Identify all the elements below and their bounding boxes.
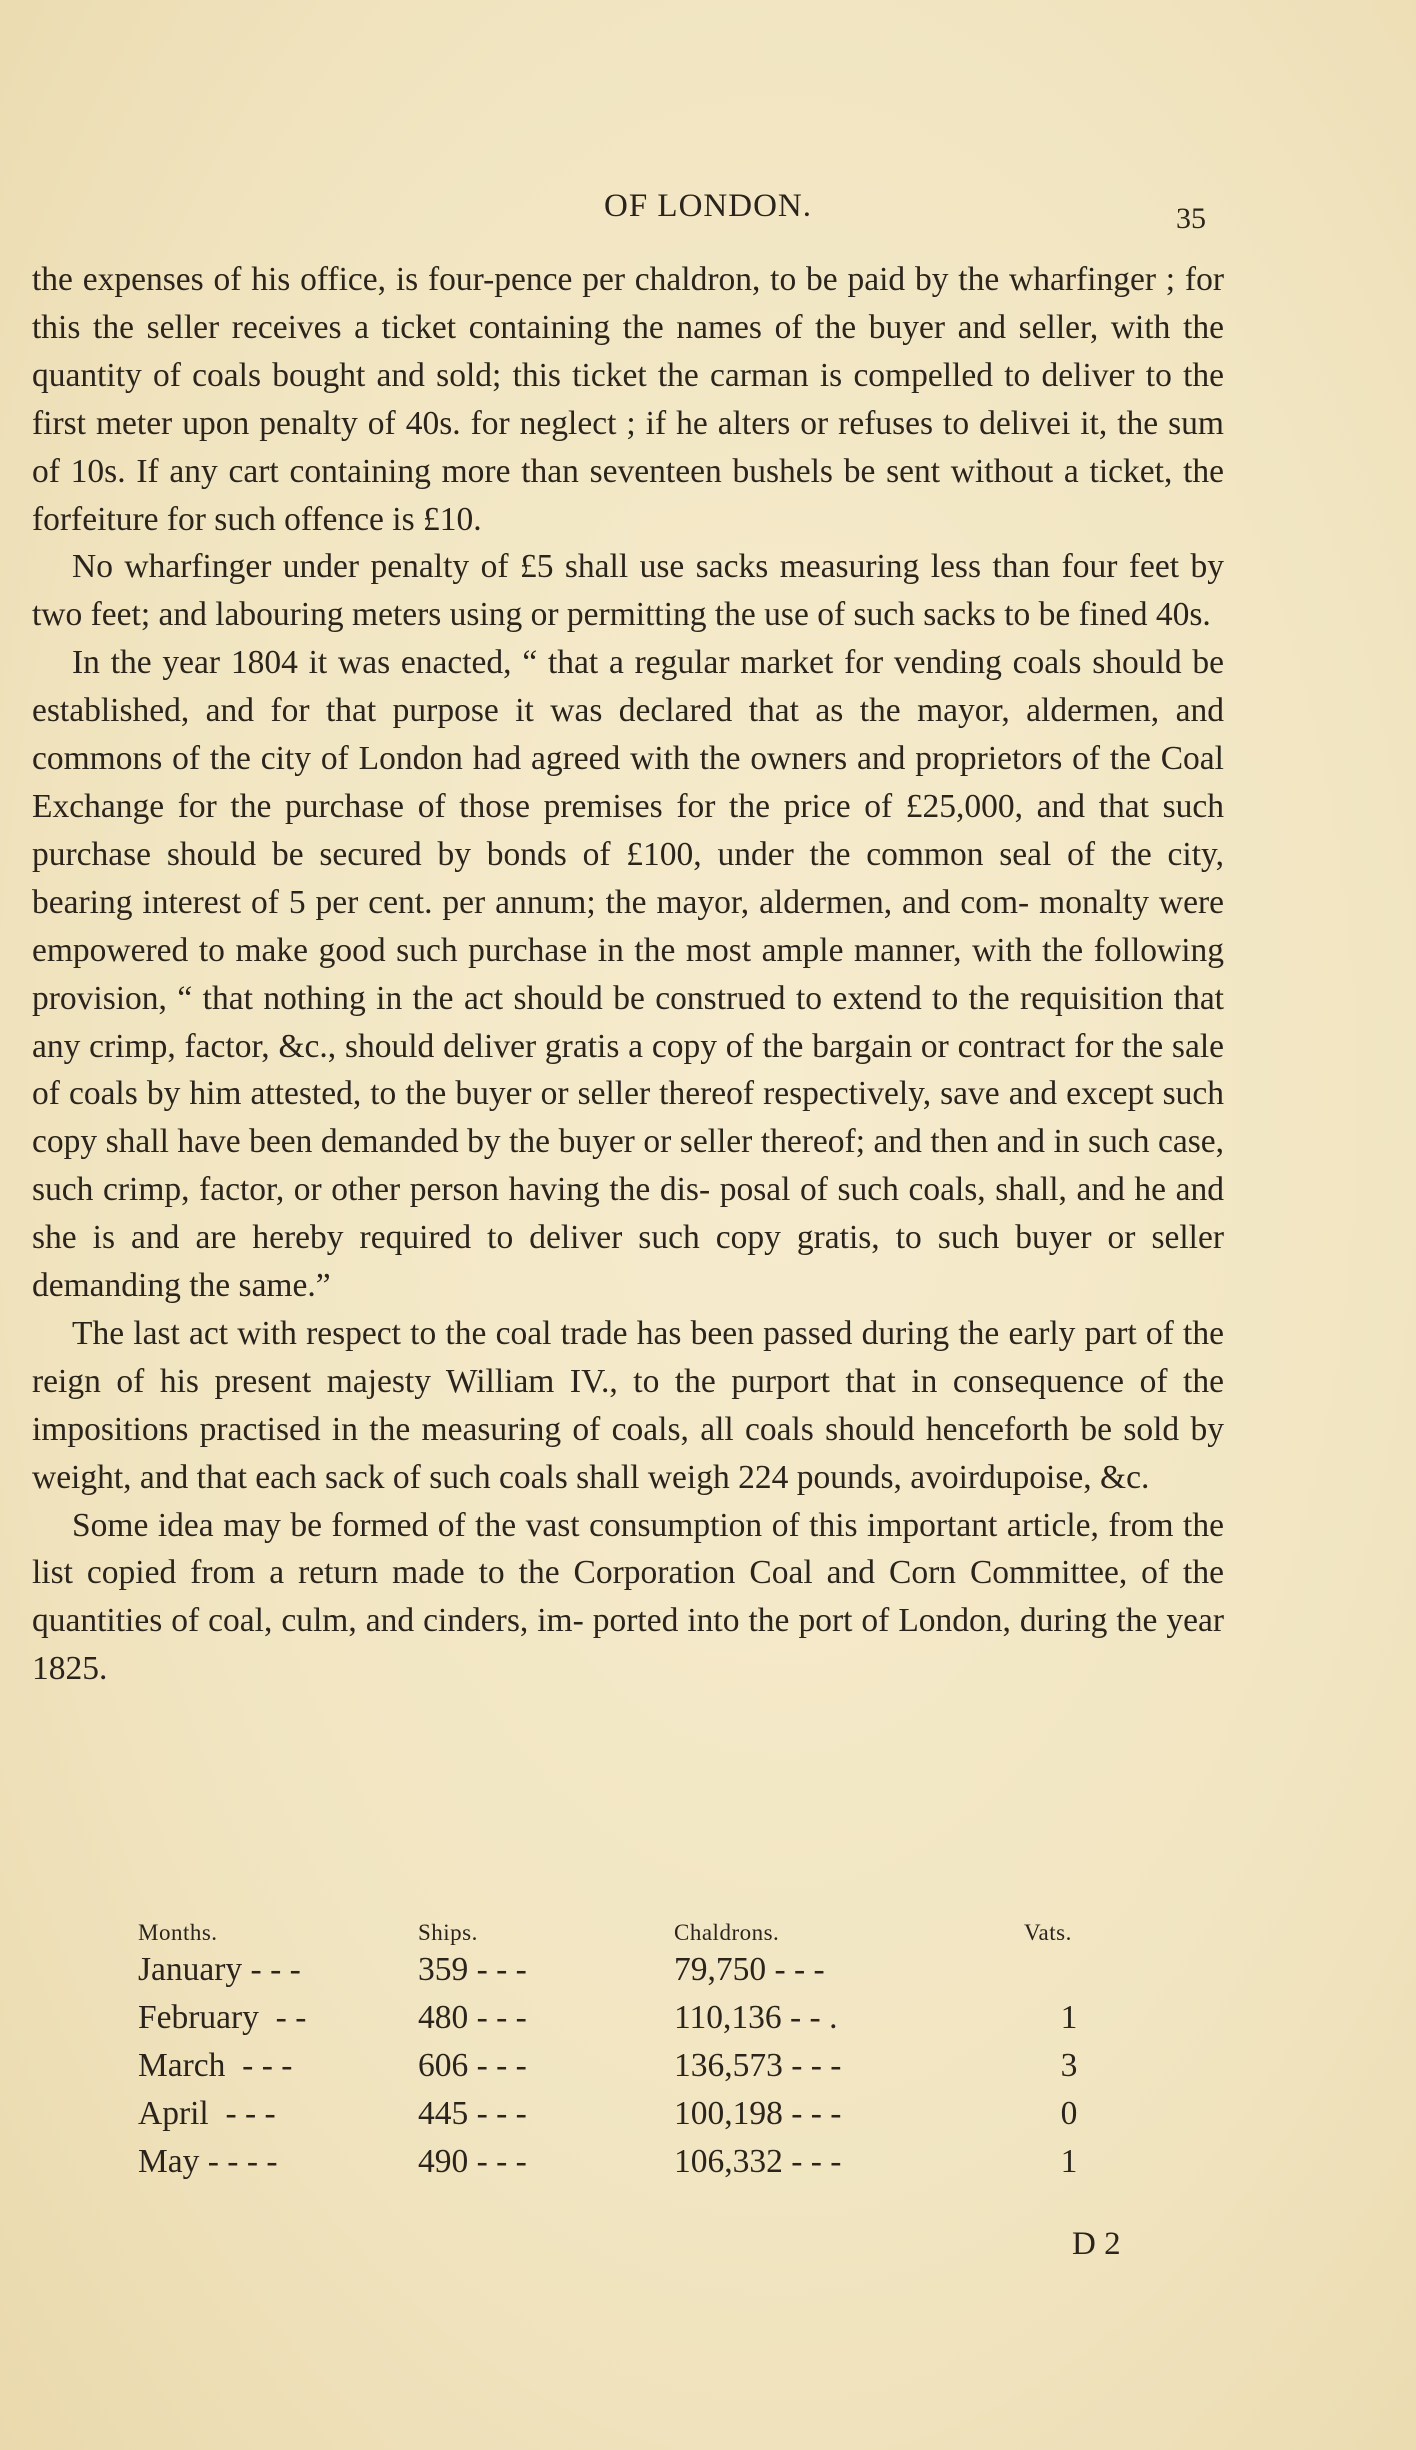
- vats-cell: 1: [1060, 2143, 1078, 2180]
- ships-cell: 606 - - -: [418, 2047, 527, 2084]
- paragraph: Some idea may be formed of the vast consumption of this important article, from the list copied from a return made to the Corporation Coal and Corn Committee, of the quantities of coal, culm, and cinders, im- ported into the port of London, during the year 1825.: [32, 1506, 1224, 1688]
- paragraph: The last act with respect to the coal trade has been passed during the early part of the reign of his present majesty William IV., to the purport that in consequence of the impositions practised in the measuring of coals, all coals should henceforth be sold by weight, and that each sack of such coals shall weigh 224 pounds, avoirdupoise, &c.: [32, 1314, 1224, 1496]
- month-cell: March - - -: [138, 2047, 293, 2084]
- month-cell: February - -: [138, 1999, 307, 2036]
- column-header-vats: Vats.: [1024, 1920, 1072, 1945]
- chaldrons-cell: 100,198 - - -: [674, 2095, 842, 2132]
- table-row: [138, 1994, 1114, 2042]
- table-row: [138, 2090, 1114, 2138]
- running-title: OF LONDON.: [604, 188, 812, 224]
- paragraph: No wharfinger under penalty of £5 shall use sacks measuring less than four feet by two feet; and labouring meters using or permitting the use of such sacks to be fined 40s.: [32, 548, 1224, 634]
- table-row: [138, 2042, 1114, 2090]
- coal-import-table: [138, 1908, 1114, 2186]
- page-number: 35: [1176, 202, 1206, 235]
- vats-cell: [1024, 1946, 1114, 1994]
- vats-cell: 1: [1060, 1999, 1078, 2036]
- chaldrons-cell: 110,136 - - .: [674, 1999, 838, 2036]
- month-cell: May - - - -: [138, 2143, 278, 2180]
- ships-cell: 490 - - -: [418, 2143, 527, 2180]
- body-text: [32, 256, 1224, 1693]
- column-header-months: Months.: [138, 1920, 218, 1945]
- column-header-chaldrons: Chaldrons.: [674, 1920, 780, 1945]
- paragraph: In the year 1804 it was enacted, “ that a regular market for vending coals should be established, and for that purpose it was declared that as the mayor, aldermen, and commons of the city of London had agreed with the owners and proprietors of the Coal Exchange for the purchase of those premises for the price of £25,000, and that such purchase should be secured by bonds of £100, under the common seal of the city, bearing interest of 5 per cent. per annum; the mayor, aldermen, and com- monalty were empowered to make good such purchase in the most ample manner, with the following provision, “ that nothing in the act should be construed to extend to the requisition that any crimp, factor, &c., should deliver gratis a copy of the bargain or contract for the sale of coals by him attested, to the buyer or seller thereof respectively, save and except such copy shall have been demanded by the buyer or seller thereof; and then and in such case, such crimp, factor, or other person having the dis- posal of such coals, shall, and he and she is and are hereby required to deliver such copy gratis, to such buyer or seller demanding the same.”: [32, 644, 1224, 1305]
- vats-cell: 0: [1060, 2095, 1078, 2132]
- column-header-ships: Ships.: [418, 1920, 478, 1945]
- paragraph: the expenses of his office, is four-pence per chaldron, to be paid by the wharfinger ; for this the seller receives a ticket containing the names of the buyer and seller, with the quantity of coals bought and sold; this ticket the carman is compelled to deliver to the first meter upon penalty of 40s. for neglect ; if he alters or refuses to delivei it, the sum of 10s. If any cart containing more than seventeen bushels be sent without a ticket, the forfeiture for such offence is £10.: [32, 261, 1224, 538]
- table-row: [138, 1946, 1114, 1994]
- chaldrons-cell: 79,750 - - -: [674, 1951, 825, 1988]
- chaldrons-cell: 106,332 - - -: [674, 2143, 842, 2180]
- table-header-row: [138, 1908, 1114, 1946]
- ships-cell: 359 - - -: [418, 1951, 527, 1988]
- ships-cell: 445 - - -: [418, 2095, 527, 2132]
- month-cell: January - - -: [138, 1951, 301, 1988]
- signature-mark: D 2: [1072, 2226, 1121, 2262]
- month-cell: April - - -: [138, 2095, 276, 2132]
- table-row: [138, 2138, 1114, 2186]
- ships-cell: 480 - - -: [418, 1999, 527, 2036]
- vats-cell: 3: [1060, 2047, 1078, 2084]
- chaldrons-cell: 136,573 - - -: [674, 2047, 842, 2084]
